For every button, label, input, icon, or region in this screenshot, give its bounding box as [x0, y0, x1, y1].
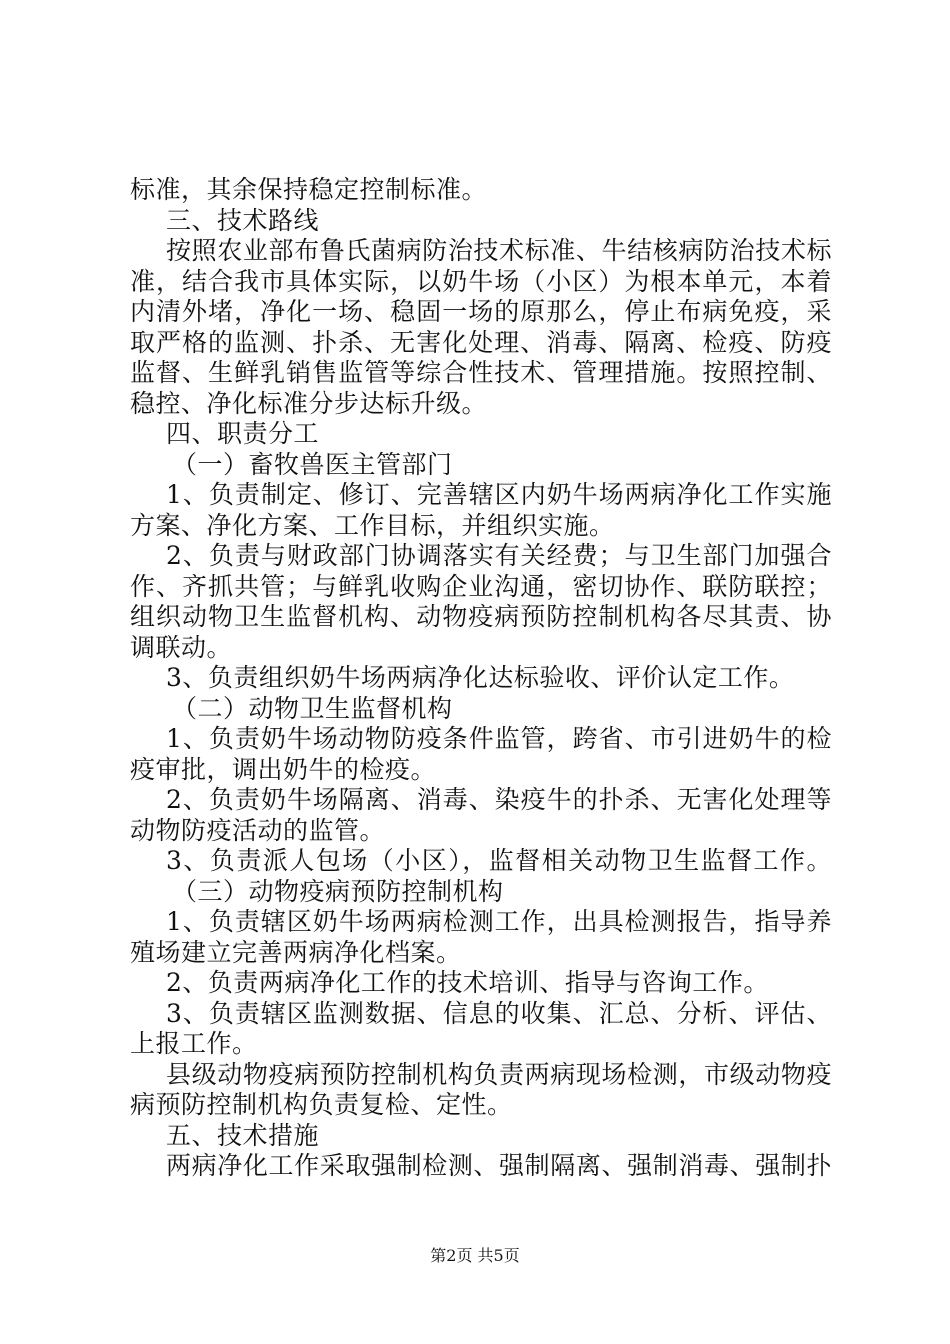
- text-line: 取严格的监测、扑杀、无害化处理、消毒、隔离、检疫、防疫: [130, 327, 832, 357]
- text-line: （二）动物卫生监督机构: [172, 693, 453, 723]
- text-line: 组织动物卫生监督机构、动物疫病预防控制机构各尽其责、协: [130, 602, 832, 631]
- text-line: 上报工作。: [130, 1029, 258, 1058]
- text-line: 准，结合我市具体实际，以奶牛场（小区）为根本单元，本着: [130, 266, 832, 296]
- text-line: 作、齐抓共管；与鲜乳收购企业沟通，密切协作、联防联控；: [130, 571, 832, 601]
- text-line: 三、技术路线: [166, 205, 320, 235]
- text-line: 3、负责组织奶牛场两病净化达标验收、评价认定工作。: [166, 663, 795, 692]
- text-line: 1、负责制定、修订、完善辖区内奶牛场两病净化工作实施: [166, 480, 832, 509]
- text-line: 3、负责派人包场（小区），监督相关动物卫生监督工作。: [166, 846, 832, 875]
- page-footer: 第2页 共5页: [430, 1246, 520, 1265]
- text-line: 五、技术措施: [166, 1120, 320, 1150]
- text-line: 监督、生鲜乳销售监管等综合性技术、管理措施。按照控制、: [130, 358, 832, 387]
- text-line: 稳控、净化标准分步达标升级。: [130, 388, 488, 418]
- text-line: 方案、净化方案、工作目标，并组织实施。: [130, 510, 615, 540]
- text-line: 2、负责奶牛场隔离、消毒、染疫牛的扑杀、无害化处理等: [166, 785, 832, 814]
- text-line: 动物防疫活动的监管。: [130, 815, 386, 845]
- text-line: （一）畜牧兽医主管部门: [172, 449, 453, 479]
- text-line: 疫审批，调出奶牛的检疫。: [130, 754, 437, 784]
- text-line: 按照农业部布鲁氏菌病防治技术标准、牛结核病防治技术标: [166, 236, 832, 265]
- text-line: 四、职责分工: [166, 419, 320, 448]
- text-line: 1、负责奶牛场动物防疫条件监管，跨省、市引进奶牛的检: [166, 724, 832, 753]
- text-line: 2、负责与财政部门协调落实有关经费；与卫生部门加强合: [166, 541, 832, 570]
- document-body: [130, 175, 832, 1182]
- text-line: 县级动物疫病预防控制机构负责两病现场检测，市级动物疫: [166, 1059, 832, 1089]
- text-line: 3、负责辖区监测数据、信息的收集、汇总、分析、评估、: [166, 998, 832, 1028]
- text-line: 殖场建立完善两病净化档案。: [130, 937, 462, 967]
- text-line: （三）动物疫病预防控制机构: [172, 876, 504, 906]
- text-line: 内清外堵，净化一场、稳固一场的原那么，停止布病免疫，采: [130, 297, 832, 326]
- text-line: 标准，其余保持稳定控制标准。: [130, 175, 488, 204]
- text-line: 1、负责辖区奶牛场两病检测工作，出具检测报告，指导养: [166, 907, 832, 936]
- text-line: 两病净化工作采取强制检测、强制隔离、强制消毒、强制扑: [166, 1151, 832, 1180]
- text-line: 2、负责两病净化工作的技术培训、指导与咨询工作。: [166, 968, 769, 997]
- text-line: 调联动。: [130, 632, 233, 662]
- text-line: 病预防控制机构负责复检、定性。: [130, 1090, 513, 1119]
